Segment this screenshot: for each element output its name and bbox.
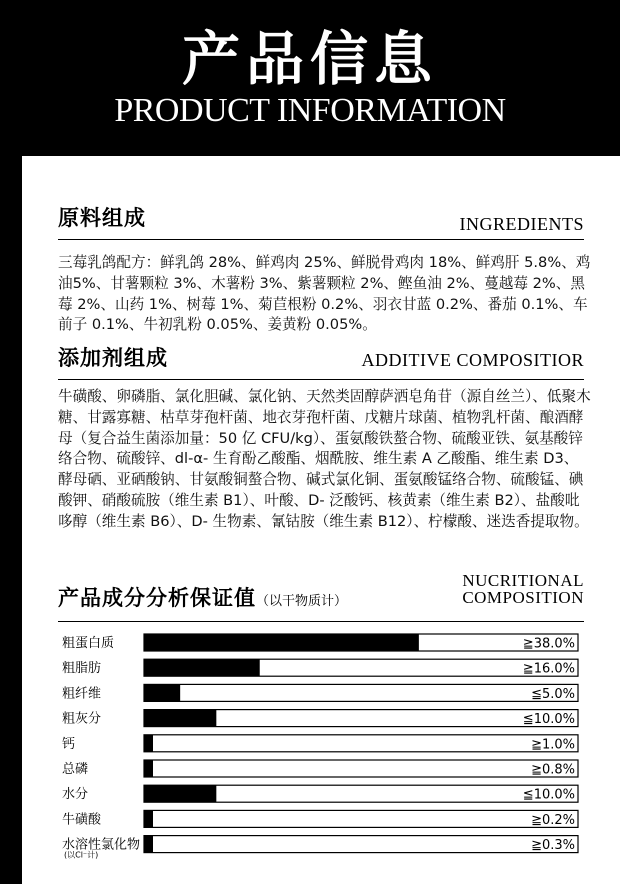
category-label: 钙	[62, 736, 76, 752]
additives-text: 牛磺酸、卵磷脂、氯化胆碱、氯化钠、天然类固醇萨洒皂角苷（源自丝兰）、低聚木糖、甘露寡糖、枯草芽孢杆菌、地衣芽孢杆菌、戊糖片球菌、植物乳杆菌、酿酒酵母（复合益生菌添加量：50 亿 CFU/kg）、蛋氨酸铁螯合物、硫酸亚铁、氨基酸锌络合物、硫酸锌、dl-α- 生育酚乙酸酯、烟酰胺、维生素 A 乙酸酯、维生素 D3、酵母硒、亚硒酸钠、甘氨酸铜螯合物、碱式氯化铜、蛋氨酸锰络合物、硫酸锰、碘酸钾、硝酸硫胺（维生素 B1）、叶酸、D- 泛酸钙、核黄素（维生素 B2）、盐酸吡哆醇（维生素 B6）、D- 生物素、氰钴胺（维生素 B12）、柠檬酸、迷迭香提取物。	[58, 388, 591, 530]
bar-track	[144, 810, 578, 827]
chart-row	[62, 785, 578, 803]
page-title: 产品信息	[181, 25, 438, 93]
chart-row	[62, 810, 578, 828]
bar	[144, 659, 260, 676]
category-label: 水溶性氯化物	[62, 837, 141, 853]
analysis-title-en-line1: NUCRITIONAL	[462, 571, 584, 590]
analysis-title	[58, 582, 347, 612]
nutrition-chart-svg	[62, 632, 582, 872]
value-label: ≦5.0%	[531, 686, 575, 702]
chart-row	[62, 735, 578, 753]
info-sheet	[22, 156, 620, 884]
ingredients-heading	[58, 200, 584, 240]
analysis-title-main: 产品成分分析保证值	[58, 586, 256, 610]
bar	[144, 760, 153, 777]
category-note: (以Cl⁻计)	[64, 850, 99, 860]
chart-row	[62, 634, 578, 652]
page-header	[0, 0, 620, 156]
bar	[144, 836, 153, 853]
chart-row	[62, 659, 578, 677]
value-label: ≧0.8%	[531, 762, 575, 778]
value-label: ≧38.0%	[522, 636, 575, 652]
ingredients-title: 原料组成	[58, 206, 146, 230]
additives-title: 添加剂组成	[58, 346, 168, 370]
category-label: 总磷	[62, 762, 89, 777]
bar	[144, 785, 216, 802]
bar	[144, 684, 180, 701]
bar	[144, 810, 153, 827]
nutrition-chart	[62, 632, 582, 872]
chart-row	[62, 836, 578, 860]
category-label: 粗蛋白质	[62, 636, 115, 651]
chart-row	[62, 684, 578, 702]
ingredients-title-en: INGREDIENTS	[459, 214, 584, 234]
bar	[144, 710, 216, 727]
analysis-title-en	[462, 572, 584, 606]
value-label: ≦10.0%	[522, 712, 575, 728]
additives-heading	[58, 342, 584, 380]
ingredients-text: 三莓乳鸽配方：鲜乳鸽 28%、鲜鸡肉 25%、鲜脱骨鸡肉 18%、鲜鸡肝 5.8%、鸡油5%、甘薯颗粒 3%、木薯粉 3%、紫薯颗粒 2%、鲣鱼油 2%、蔓越莓 2%、黑莓 2%、山药 1%、树莓 1%、菊苣根粉 0.2%、羽衣甘蓝 0.2%、番茄 0.1%、车前子 0.1%、牛初乳粉 0.05%、姜黄粉 0.05%。	[58, 254, 591, 334]
category-label: 粗纤维	[62, 686, 102, 702]
value-label: ≧16.0%	[522, 661, 575, 677]
category-label: 粗灰分	[62, 711, 102, 727]
bar-track	[144, 836, 578, 853]
category-label: 水分	[62, 787, 89, 803]
analysis-title-note: （以干物质计）	[256, 594, 348, 609]
bar	[144, 634, 419, 651]
bar-track	[144, 760, 578, 777]
chart-row	[62, 710, 578, 728]
value-label: ≧0.3%	[531, 838, 575, 854]
value-label: ≧0.2%	[531, 812, 575, 828]
bar-track	[144, 735, 578, 752]
bar-track	[144, 684, 578, 701]
category-label: 粗脂肪	[62, 661, 102, 677]
analysis-title-en-line2: COMPOSITION	[462, 588, 584, 607]
value-label: ≦10.0%	[522, 787, 575, 803]
additives-title-en: ADDITIVE COMPOSITIOR	[361, 350, 584, 370]
bar	[144, 735, 153, 752]
value-label: ≧1.0%	[531, 737, 575, 753]
analysis-heading	[58, 572, 584, 622]
page-subtitle: PRODUCT INFORMATION	[114, 92, 506, 129]
chart-row	[62, 760, 578, 778]
category-label: 牛磺酸	[62, 812, 102, 828]
